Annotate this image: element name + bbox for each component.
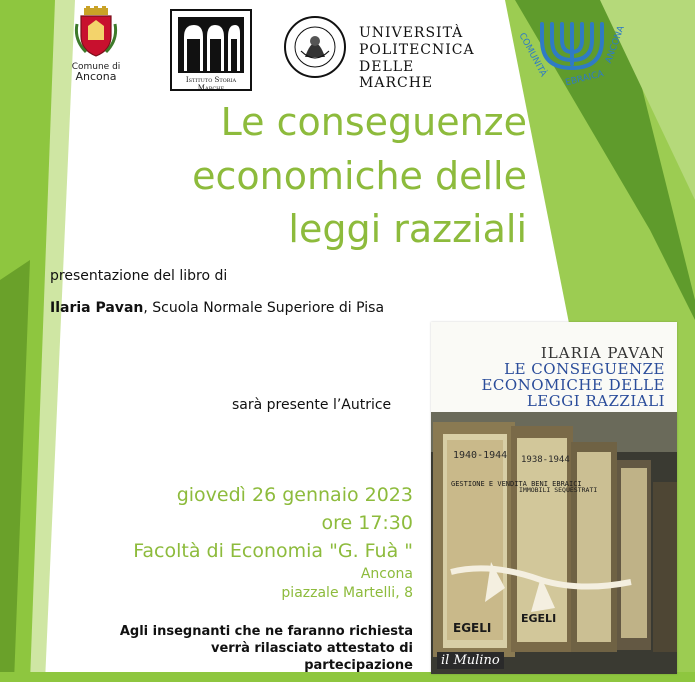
comune-label-1: Comune di <box>71 62 121 72</box>
author-line <box>50 300 384 316</box>
comunita-ebraica-logo <box>512 10 632 90</box>
univpm-line-2: POLITECNICA <box>359 42 475 58</box>
publisher-label: il Mulino <box>437 652 504 669</box>
title-line-1: Le conseguenze <box>220 100 527 144</box>
author-affiliation: , Scuola Normale Superiore di Pisa <box>143 300 385 316</box>
istituto-storia-marche-logo <box>170 9 252 91</box>
notice-line-2: verrà rilasciato attestato di <box>210 641 413 656</box>
book-title-line-1: LE CONSEGUENZE <box>504 360 665 378</box>
menorah-icon <box>512 10 632 90</box>
notice-line-3: partecipazione <box>304 658 413 673</box>
comune-label-2: Ancona <box>75 70 117 83</box>
coat-of-arms-icon <box>74 6 118 58</box>
comune-ancona-logo <box>70 6 122 82</box>
box-label-gestione: GESTIONE E VENDITA BENI EBRAICI <box>451 480 582 488</box>
event-venue: Facoltà di Economia "G. Fuà " <box>133 540 413 562</box>
univpm-line-1: UNIVERSITÀ <box>359 25 464 41</box>
book-title-line-2: ECONOMICHE DELLE <box>481 376 665 394</box>
event-date: giovedì 26 gennaio 2023 <box>176 484 413 506</box>
comunita-arc-text-right: ANCONA <box>604 24 627 65</box>
intro-text: presentazione del libro di <box>50 268 228 284</box>
author-name: Ilaria Pavan <box>50 300 144 316</box>
archive-box-3 <box>571 442 617 652</box>
presence-text: sarà presente l’Autrice <box>232 397 392 413</box>
event-city: Ancona <box>360 566 413 582</box>
book-cover <box>431 322 677 674</box>
comunita-arc-text-bottom: EBRAICA <box>564 69 605 89</box>
univpm-line-3: DELLE MARCHE <box>359 59 434 91</box>
box-label-immobili: IMMOBILI SEQUESTRATI <box>519 486 598 494</box>
book-title-line-3: LEGGI RAZZIALI <box>526 392 665 410</box>
event-time: ore 17:30 <box>321 512 413 534</box>
notice-line-1: Agli insegnanti che ne faranno richiesta <box>119 624 413 639</box>
box-label-egeli-2: EGELI <box>521 612 557 625</box>
box-label-egeli-1: EGELI <box>453 621 492 635</box>
box-label-date-1: 1940-1944 <box>453 450 508 461</box>
book-author: ILARIA PAVAN <box>540 344 665 362</box>
istituto-label: Istituto Storia Marche <box>185 76 237 92</box>
archive-boxes-photo <box>431 412 677 674</box>
event-address: piazzale Martelli, 8 <box>281 585 413 601</box>
univpm-seal-icon <box>283 15 347 79</box>
box-label-date-2: 1938-1944 <box>521 455 570 465</box>
title-line-3: leggi razziali <box>288 207 527 251</box>
archive-box-4 <box>617 460 651 650</box>
comunita-arc-text-left: COMUNITÀ <box>516 31 548 79</box>
title-line-2: economiche delle <box>192 154 527 198</box>
univpm-logo <box>283 15 483 91</box>
